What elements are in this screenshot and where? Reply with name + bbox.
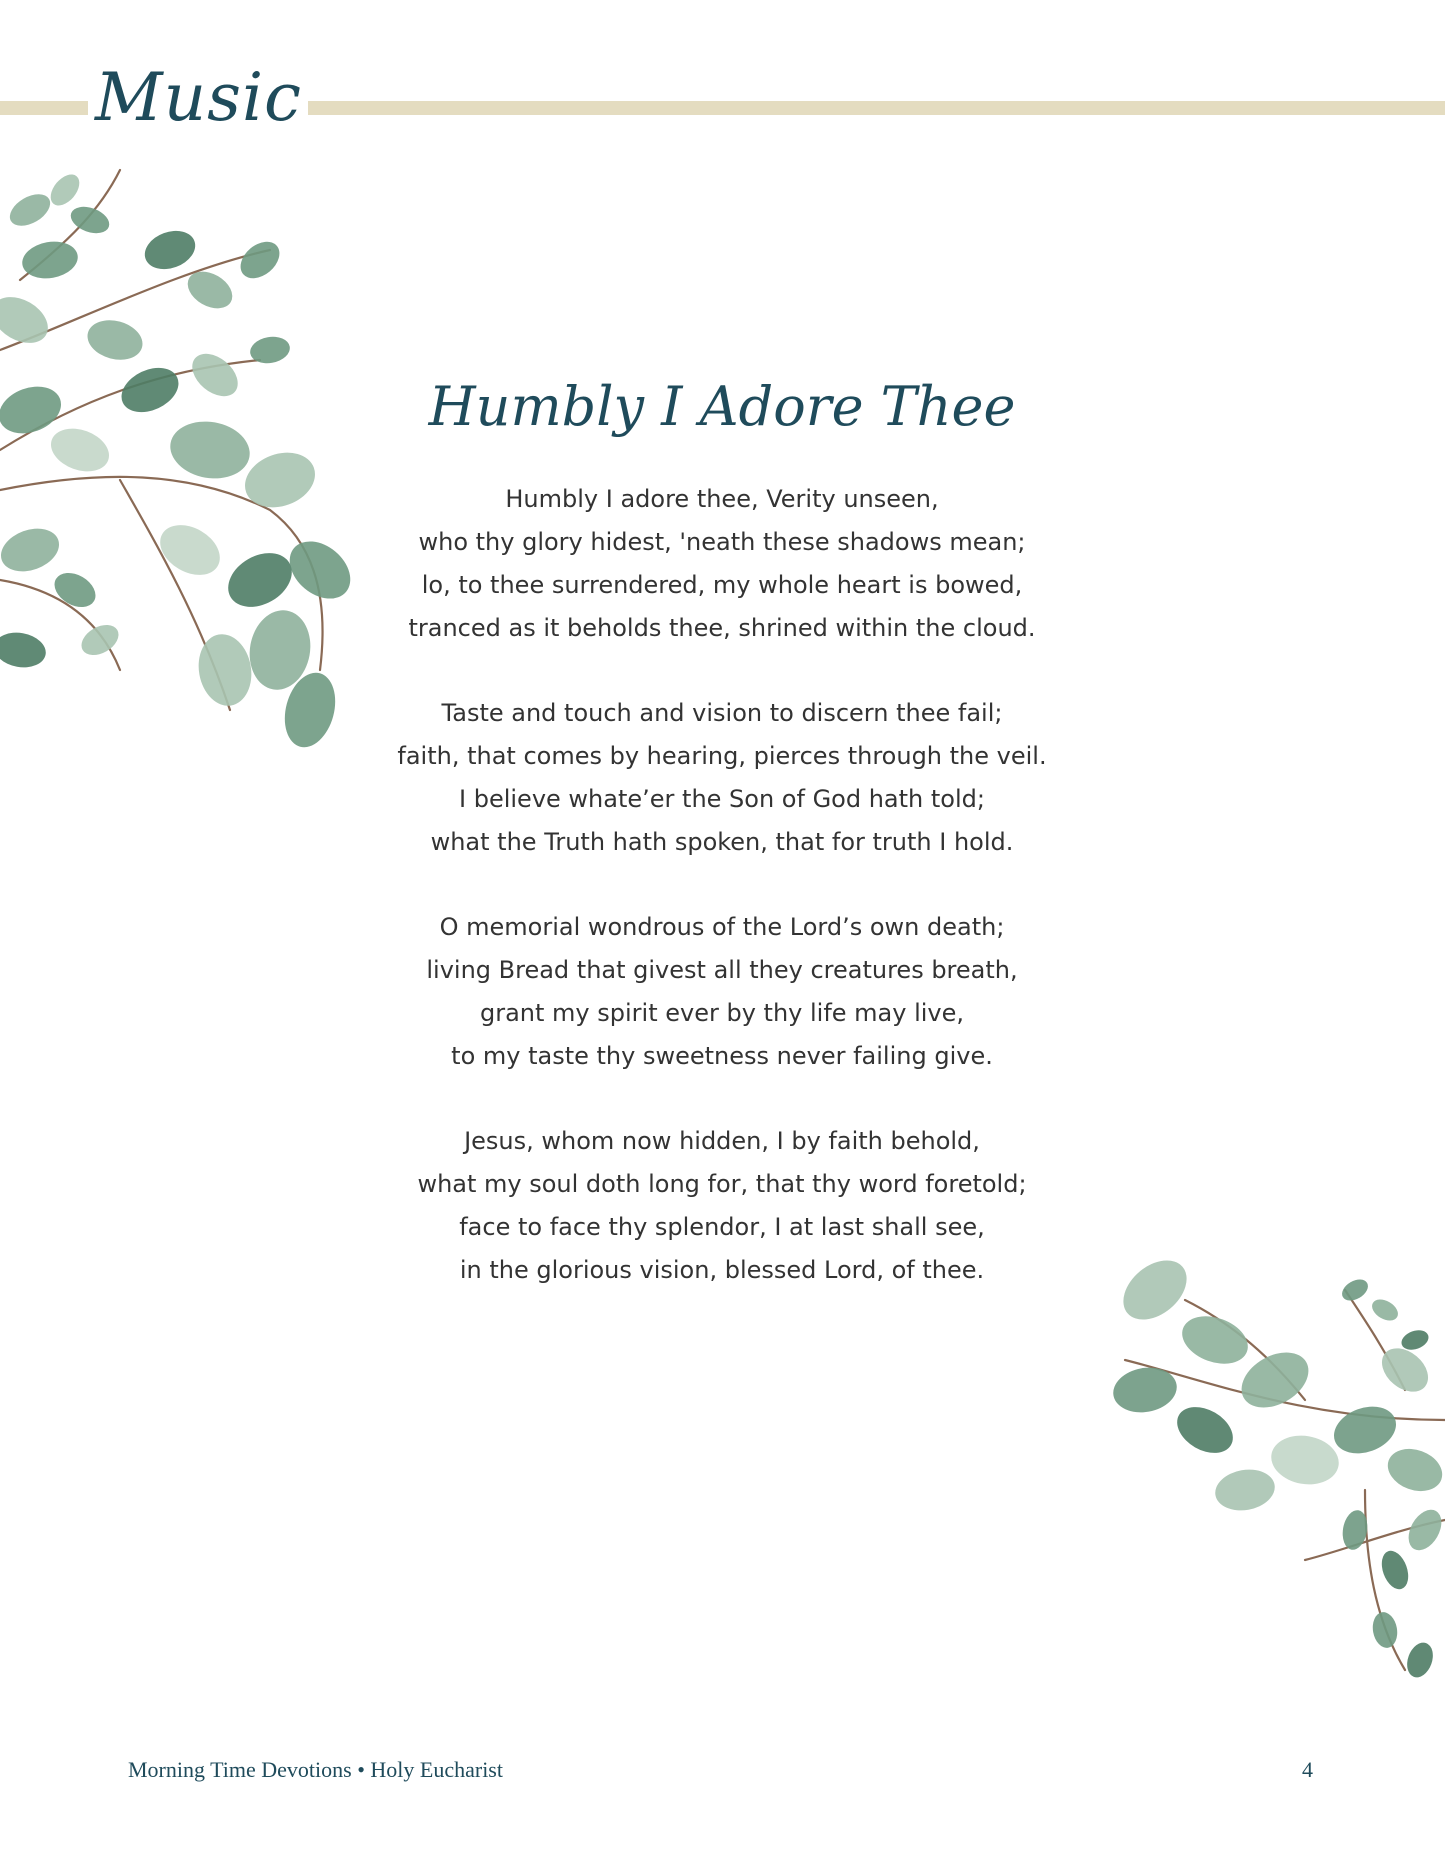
poem-line: what my soul doth long for, that thy word foretold;	[417, 1170, 1027, 1198]
poem-line: Humbly I adore thee, Verity unseen,	[505, 485, 939, 513]
poem-line: to my taste thy sweetness never failing give.	[451, 1042, 993, 1070]
poem-line: faith, that comes by hearing, pierces through the veil.	[397, 742, 1047, 770]
eucalyptus-foliage-icon	[1105, 1230, 1445, 1700]
stanza-1	[322, 478, 1122, 650]
stanza-4	[322, 1120, 1122, 1292]
poem-line: I believe whate’er the Son of God hath told;	[459, 785, 985, 813]
poem-line: who thy glory hidest, 'neath these shadows mean;	[418, 528, 1026, 556]
poem-line: what the Truth hath spoken, that for truth I hold.	[430, 828, 1014, 856]
header-rule-right	[308, 101, 1445, 115]
poem-line: grant my spirit ever by thy life may live,	[479, 999, 965, 1027]
footer-publication-title: Morning Time Devotions • Holy Eucharist	[128, 1757, 503, 1782]
section-title: Music	[96, 42, 301, 152]
stanza-3	[322, 906, 1122, 1078]
poem-title: Humbly I Adore Thee	[428, 375, 1016, 438]
poem-line: in the glorious vision, blessed Lord, of thee.	[459, 1256, 985, 1284]
poem-line: Jesus, whom now hidden, I by faith behold,	[464, 1127, 980, 1155]
header-rule-left	[0, 101, 88, 115]
poem-line: Taste and touch and vision to discern thee fail;	[441, 699, 1003, 727]
page-number: 4	[1302, 1757, 1313, 1782]
stanza-2	[322, 692, 1122, 864]
poem-line: lo, to thee surrendered, my whole heart is bowed,	[421, 571, 1023, 599]
poem-line: O memorial wondrous of the Lord’s own death;	[439, 913, 1005, 941]
poem-line: tranced as it beholds thee, shrined within the cloud.	[408, 614, 1036, 642]
poem-line: living Bread that givest all they creatures breath,	[426, 956, 1018, 984]
poem-body	[322, 478, 1122, 1334]
poem-line: face to face thy splendor, I at last shall see,	[459, 1213, 985, 1241]
